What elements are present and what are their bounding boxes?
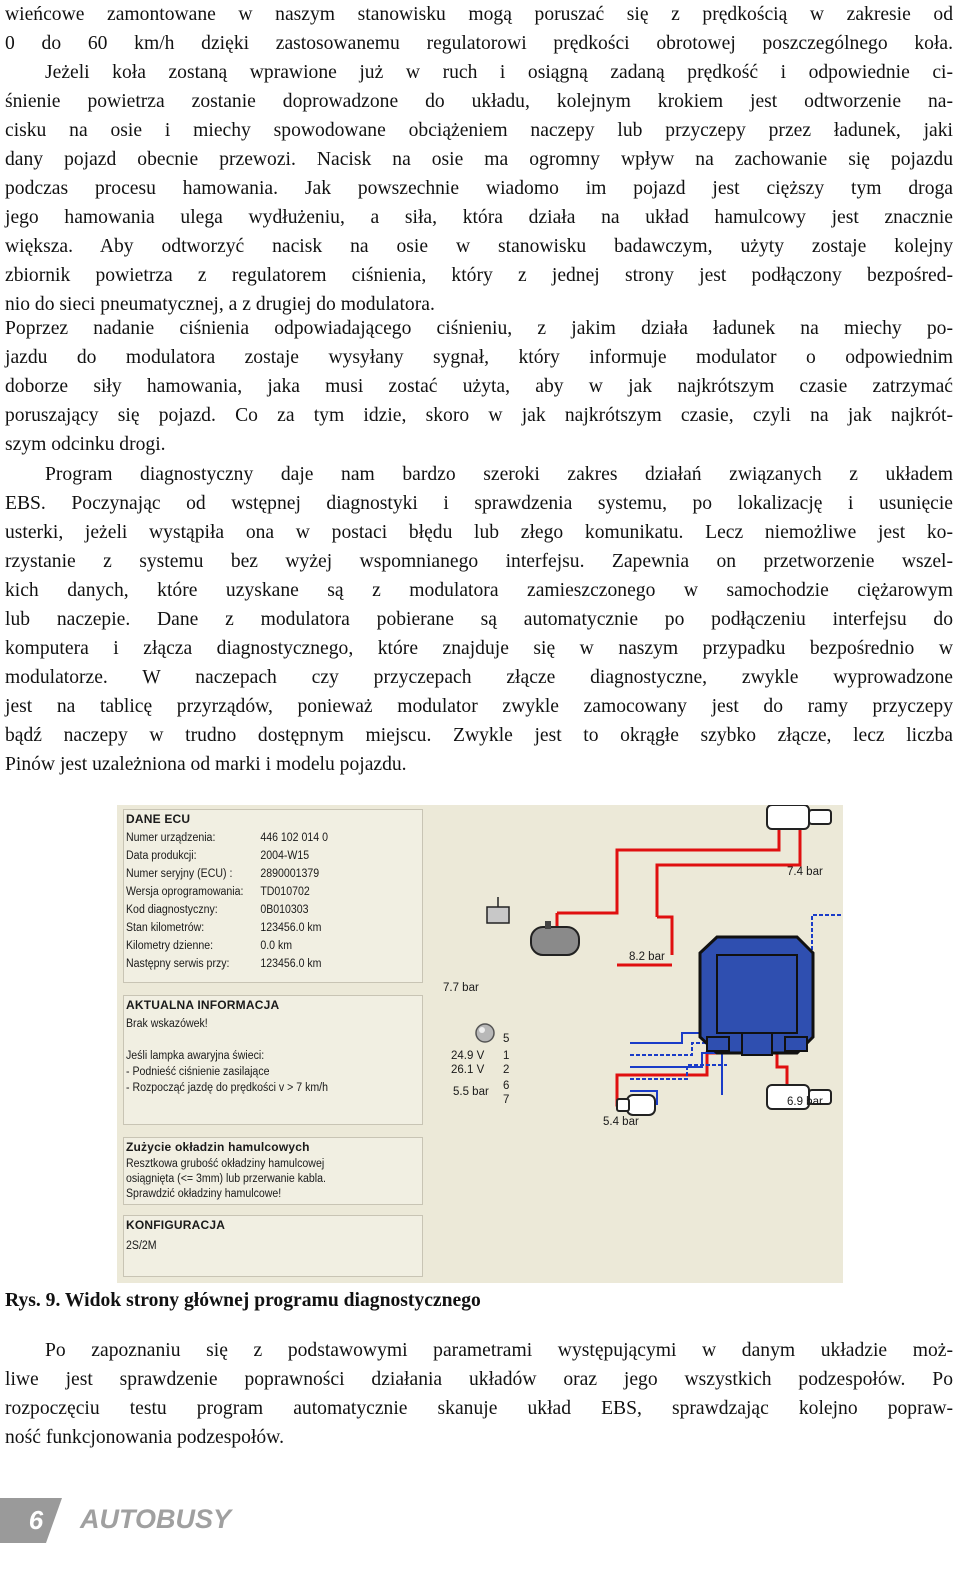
text-line: podczas procesu hamowania. Jak powszechnie wiadomo im pojazd jest cięższy tym droga [5,178,953,199]
text-line: ność funkcjonowania podzespołów. [5,1427,284,1448]
ecu-panel-title: DANE ECU [126,812,191,826]
valve-symbol [487,897,509,923]
brake-chamber-bottom-left [617,1095,655,1115]
text-line: liwe jest sprawdzenie poprawności działania układów oraz jego wszystkich podzespołów. Po [5,1369,953,1390]
pressure-label-top-right: 7.4 bar [787,866,823,878]
page-number: 6 [28,1505,44,1535]
figure-caption [5,1286,481,1315]
text-line: jazdu do modulatora zostaje wysyłany sygnał, który informuje modulator o odpowiednim [5,347,953,368]
text-line: bądź naczepy w trudno dostępnym miejscu. Zwykle jest to okrągłe szybko złącze, lecz liczba [5,725,953,746]
voltage-label-2: 26.1 V [451,1064,485,1076]
text-line: jest na tablicę przyrządów, ponieważ modulator zwykle zamocowany jest do ramy przyczepy [5,696,953,717]
ecu-row [126,886,310,898]
text-line: kich danych, które uzyskane są z modulatora zamieszczonego w samochodzie ciężarowym [5,580,953,601]
text-line: Pinów jest uzależniona od marki i modelu pojazdu. [5,754,407,775]
air-tank [531,921,579,955]
ecu-row-label: Kod diagnostyczny: [126,904,218,916]
ecu-row-value: 123456.0 km [260,958,322,970]
warning-lamp [476,1024,494,1042]
panel-text-line: osiągnięta (<= 3mm) lub przerwanie kabla. [126,1173,326,1185]
ecu-row [126,958,322,970]
ecu-row-value: 0.0 km [260,940,293,952]
ecu-row-value: 0B010303 [260,904,309,916]
info-panel-title: AKTUALNA INFORMACJA [126,998,280,1012]
ecu-row [126,940,292,952]
ecu-row-value: 123456.0 km [260,922,322,934]
pin-label-2: 2 [503,1064,510,1076]
pin-label-5: 5 [503,1033,510,1045]
ecu-row [126,904,309,916]
ebs-modulator [700,937,813,1055]
text-line: usterki, jeżeli wystąpiła ona w postaci błędu lub złego komunikatu. Lecz niemożliwe jest ko- [5,522,953,543]
ecu-row-value: 2004-W15 [260,850,310,862]
text-line: 0 do 60 km/h dzięki zastosowanemu regulatorowi prędkości obrotowej poszczególnego koła. [5,33,953,54]
pin-label-1: 1 [503,1050,510,1062]
voltage-label-1: 24.9 V [451,1050,485,1062]
ecu-row-label: Data produkcji: [126,850,197,862]
pressure-label-control: 5.5 bar [453,1086,489,1098]
pin-label-6: 6 [503,1080,510,1092]
ecu-row-label: Następny serwis przy: [126,958,230,970]
caption-label: Rys. 9. [5,1290,61,1311]
magazine-name: AUTOBUSY [80,1504,232,1534]
text-line: dany pojazd obecnie przewozi. Nacisk na osie ma ogromny wpływ na zachowanie się pojazdu [5,149,953,170]
text-line: wieńcowe zamontowane w naszym stanowisku mogą poruszać się z prędkością w zakresie od [5,4,953,25]
paragraph-3 [5,460,953,779]
configuration-panel [123,1215,423,1277]
text-line: jego hamowania ulega wydłużeniu, a siła, która działa na układ hamulcowy jest znacznie [5,207,953,228]
text-line: Poprzez nadanie ciśnienia odpowiadającego ciśnieniu, z jakim działa ładunek na miechy po- [5,318,953,339]
text-line: komputera i złącza diagnostycznego, które znajduje się w naszym przypadku bezpośrednio w [5,638,953,659]
ecu-row [126,850,309,862]
pads-panel-title: Zużycie okładzin hamulcowych [126,1140,310,1154]
text-line: nio do sieci pneumatycznej, a z drugiej do modulatora. [5,294,435,315]
ecu-row [126,832,328,844]
paragraph-2 [5,314,953,459]
pin-label-7: 7 [503,1094,510,1106]
text-line: modulatorze. W naczepach czy przyczepach złącze diagnostyczne, zwykle wyprowadzone [5,667,953,688]
ecu-row-value: 2890001379 [260,868,320,880]
text-line: Program diagnostyczny daje nam bardzo szeroki zakres działań związanych z układem [45,464,953,485]
ecu-row-value: TD010702 [260,886,310,898]
text-line: większa. Aby odtworzyć nacisk na osie w stanowisku badawczym, użyty zostaje kolejny [5,236,953,257]
text-line: Jeżeli koła zostaną wprawione już w ruch i osiągną zadaną prędkość i odpowiednie ci- [45,62,953,83]
text-line: poruszający się pojazd. Co za tym idzie, skoro w jak najkrótszym czasie, czyli na jak najkrót- [5,405,953,426]
current-info-panel [123,995,423,1125]
ecu-row-label: Numer urządzenia: [126,832,216,844]
text-line: śnienie powietrza zostanie doprowadzone do układu, kolejnym krokiem jest odtworzenie na- [5,91,953,112]
panel-text-line: Resztkowa grubość okładziny hamulcowej [126,1158,325,1170]
text-line: szym odcinku drogi. [5,434,166,455]
config-value: 2S/2M [126,1240,157,1252]
ecu-row-value: 446 102 014 0 [260,832,328,844]
pressure-label-left: 7.7 bar [443,982,479,994]
pressure-label-bottom: 5.4 bar [603,1116,639,1128]
panel-text-line: - Podnieść ciśnienie zasilające [126,1066,270,1078]
ecu-row [126,868,319,880]
config-panel-title: KONFIGURACJA [126,1218,226,1232]
panel-text-line: - Rozpocząć jazdę do prędkości v > 7 km/h [126,1082,328,1094]
text-line: rzystanie z systemu bez wyżej wspomnianego interfejsu. Zapewnia on przetworzenie wszel- [5,551,953,572]
text-line: doborze siły hamowania, jaka musi zostać użyta, aby w jak najkrótszym czasie zatrzymać [5,376,953,397]
ebs-system-diagram [417,805,843,1283]
ecu-row-label: Kilometry dzienne: [126,940,214,952]
pressure-label-bottom-right: 6.9 bar [787,1096,823,1108]
panel-text-line: Sprawdzić okładziny hamulcowe! [126,1188,282,1200]
panel-text-line: Brak wskazówek! [126,1018,208,1030]
brake-chamber-top [767,805,831,829]
caption-text: Widok strony głównej programu diagnostycznego [60,1290,481,1311]
ecu-row-label: Wersja oprogramowania: [126,886,244,898]
paragraph-1 [5,0,953,319]
brake-pads-panel [123,1137,423,1205]
paragraph-4 [5,1336,953,1452]
ecu-row-label: Stan kilometrów: [126,922,205,934]
ecu-row [126,922,322,934]
panel-text-line: Jeśli lampka awaryjna świeci: [126,1050,265,1062]
ecu-row-label: Numer seryjny (ECU) : [126,868,233,880]
text-line: EBS. Poczynając od wstępnej diagnostyki i sprawdzenia systemu, po lokalizację i usunięcie [5,493,953,514]
text-line: lub naczepie. Dane z modulatora pobierane są automatycznie po podłączeniu interfejsu do [5,609,953,630]
text-line: rozpoczęciu testu program automatycznie skanuje układ EBS, sprawdzając kolejno popraw- [5,1398,953,1419]
magazine-footer [0,1498,260,1543]
text-line: cisku na osie i miechy spowodowane obciążeniem naczepy lub przyczepy przez ładunek, jaki [5,120,953,141]
text-line: zbiornik powietrza z regulatorem ciśnienia, który z jednej strony jest podłączony bezpośred- [5,265,953,286]
pressure-label-tank: 8.2 bar [629,951,665,963]
diagnostic-program-figure [117,805,843,1283]
text-line: Po zapoznaniu się z podstawowymi parametrami występującymi w danym układzie moż- [45,1340,953,1361]
ecu-data-panel [123,809,423,983]
